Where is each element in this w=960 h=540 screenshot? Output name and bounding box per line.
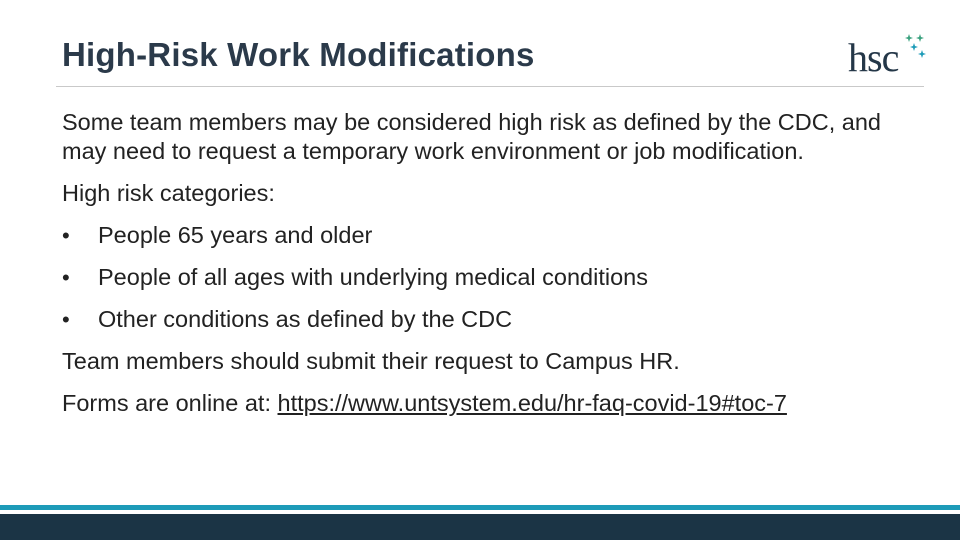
bullet-marker: • <box>62 223 70 248</box>
bullet-marker: • <box>62 265 70 290</box>
hsc-logo <box>846 32 926 80</box>
footer-accent-line <box>0 505 960 510</box>
bullet-item <box>62 263 902 292</box>
forms-line <box>62 389 902 418</box>
slide-title: High-Risk Work Modifications <box>62 36 535 73</box>
forms-link[interactable]: https://www.untsystem.edu/hr-faq-covid-19#toc-7 <box>277 390 787 416</box>
bullet-text: Other conditions as defined by the CDC <box>98 306 513 332</box>
logo-text: hsc <box>848 35 899 80</box>
sparkle-icon <box>902 32 926 62</box>
footer-bar <box>0 514 960 540</box>
categories-heading: High risk categories: <box>62 180 275 206</box>
forms-prefix: Forms are online at: <box>62 390 278 416</box>
intro-paragraph: Some team members may be considered high risk as defined by the CDC, and may need to request a temporary work environment or job modification. <box>62 109 881 164</box>
bullet-item <box>62 305 902 334</box>
bullet-marker: • <box>62 307 70 332</box>
title-divider <box>56 86 924 87</box>
bullet-item <box>62 221 902 250</box>
submit-note: Team members should submit their request to Campus HR. <box>62 348 680 374</box>
bullet-text: People 65 years and older <box>98 222 373 248</box>
bullet-text: People of all ages with underlying medical conditions <box>98 264 648 290</box>
slide-body <box>62 108 902 431</box>
